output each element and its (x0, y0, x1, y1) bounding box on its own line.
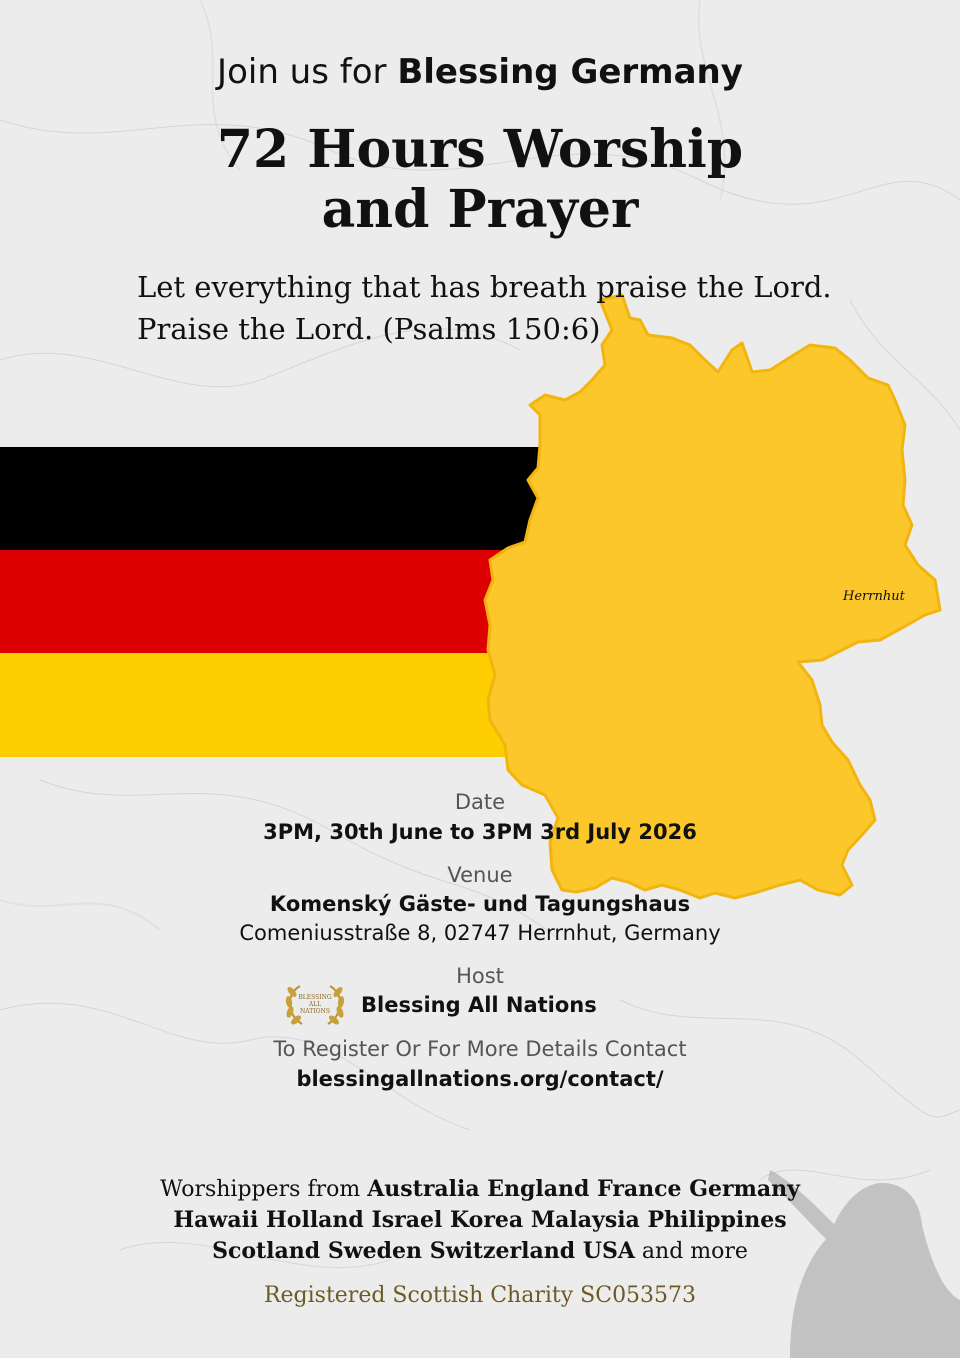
venue-label: Venue (447, 863, 513, 887)
event-name: Blessing Germany (397, 52, 743, 92)
host-name: Blessing All Nations (361, 993, 597, 1017)
venue-name: Komenský Gäste- und Tagungshaus (269, 892, 691, 916)
svg-text:BLESSING: BLESSING (298, 994, 332, 1001)
worshippers-line-3 (0, 1236, 960, 1267)
verse-line-1: Let everything that has breath praise the Lord. (137, 270, 832, 304)
host-row (280, 978, 680, 1030)
bible-verse (137, 266, 832, 350)
title-line-1: 72 Hours Worship (216, 119, 744, 180)
charity-registration: Registered Scottish Charity SC053573 (263, 1283, 697, 1308)
worshippers-list (0, 1174, 960, 1267)
worshippers-line-1 (0, 1174, 960, 1205)
worshippers-prefix: Worshippers from (160, 1177, 368, 1202)
verse-line-2: Praise the Lord. (Psalms 150:6) (137, 312, 601, 346)
intro-line (0, 52, 960, 92)
countries-line-2: Hawaii Holland Israel Korea Malaysia Philippines (173, 1207, 787, 1233)
svg-text:ALL: ALL (308, 1001, 322, 1008)
host-label: Host (456, 964, 504, 988)
date-label: Date (454, 790, 506, 814)
countries-line-3: Scotland Sweden Switzerland USA (212, 1238, 635, 1264)
title-line-2: and Prayer (321, 179, 639, 240)
countries-line-1: Australia England France Germany (367, 1176, 800, 1202)
host-logo-icon (280, 978, 350, 1030)
intro-prefix: Join us for (217, 52, 398, 92)
date-value: 3PM, 30th June to 3PM 3rd July 2026 (263, 820, 697, 844)
venue-address: Comeniusstraße 8, 02747 Herrnhut, Germany (239, 921, 721, 945)
worshippers-line-2 (0, 1205, 960, 1236)
map-city-label: Herrnhut (843, 589, 905, 604)
svg-text:NATIONS: NATIONS (300, 1008, 330, 1015)
page-title (0, 120, 960, 240)
contact-link[interactable]: blessingallnations.org/contact/ (296, 1067, 664, 1091)
worshippers-suffix: and more (634, 1239, 748, 1264)
contact-label: To Register Or For More Details Contact (273, 1037, 687, 1061)
